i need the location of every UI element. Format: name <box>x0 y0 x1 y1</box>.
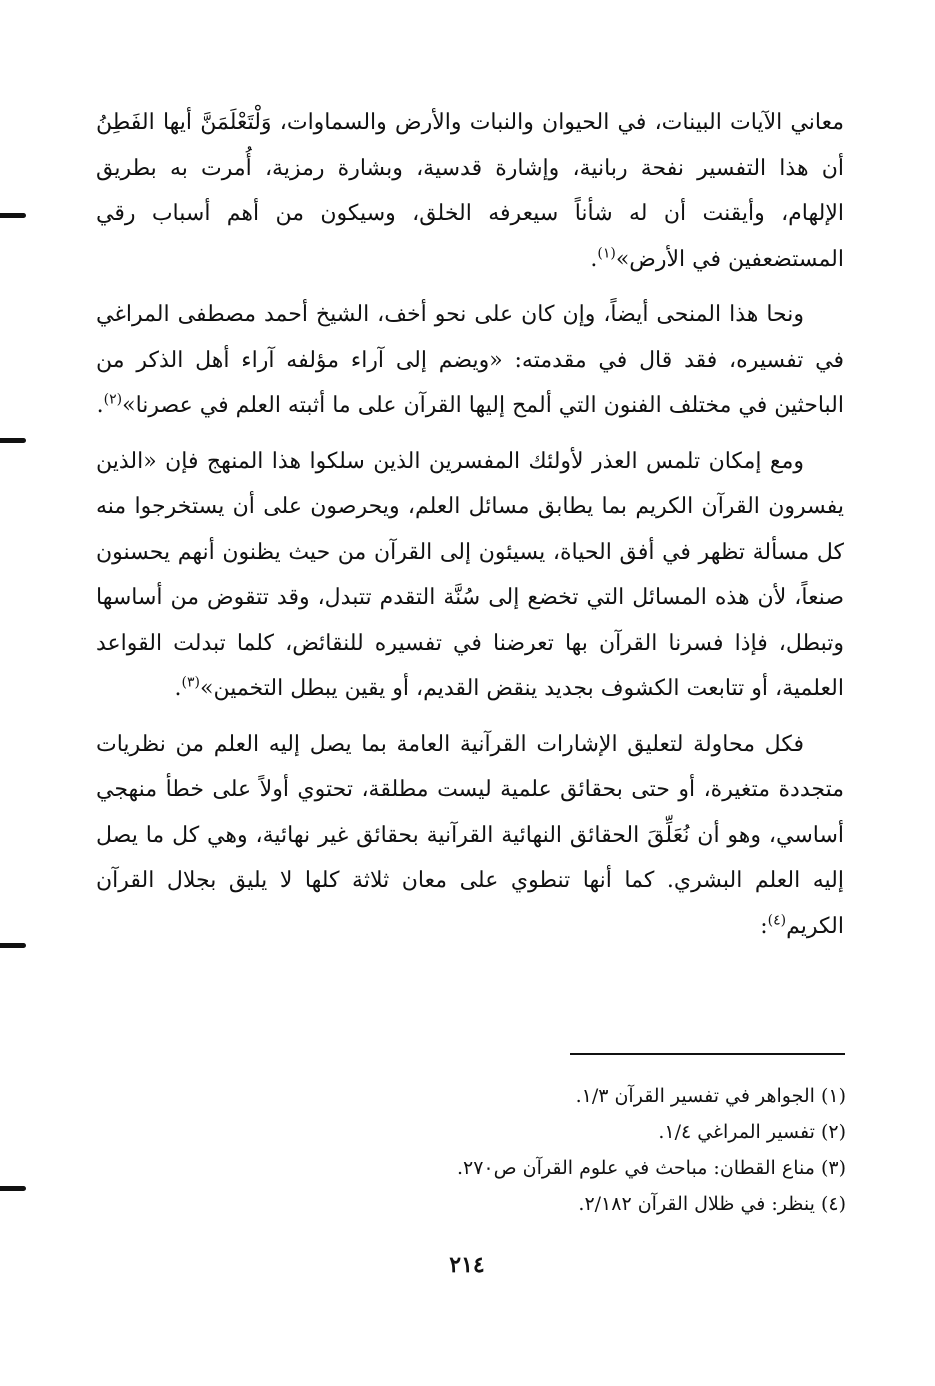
footnotes <box>300 1078 846 1222</box>
paragraph-text: ونحا هذا المنحى أيضاً، وإن كان على نحو أخف، الشيخ أحمد مصطفى المراغي في تفسيره، فقد قال في مقدمته: «ويضم إلى آراء مؤلفه آراء أهل الذكر من الباحثين في مختلف الفنون التي ألمح إليها القرآن على ما أثبته العلم في عصرنا» <box>96 302 844 418</box>
main-text <box>96 100 844 959</box>
footnote-2: (٢) تفسير المراغي ١/٤. <box>658 1121 846 1143</box>
paragraph-text: معاني الآيات البينات، في الحيوان والنبات والأرض والسماوات، وَلْتَعْلَمَنَّ أيها الفَطِنُ أن هذا التفسير نفحة ربانية، وإشارة قدسية، وبشارة رمزية، أُمرت به بطريق الإلهام، وأيقنت أن له شأناً سيعرفه الخلق، وسيكون من أهم أسباب رقي المستضعفين في الأرض» <box>96 110 844 272</box>
scan-edge-mark <box>0 213 26 218</box>
page-number: ٢١٤ <box>449 1252 485 1278</box>
paragraph-end-mark: . <box>590 246 598 272</box>
paragraph-3 <box>96 439 844 712</box>
paragraph-4 <box>96 722 844 950</box>
footnote-4: (٤) ينظر: في ظلال القرآن ٢/١٨٢. <box>578 1193 846 1215</box>
footnote-reference: (٢) <box>103 391 123 408</box>
footnote-reference: (١) <box>597 245 616 262</box>
footnote-3: (٣) مناع القطان: مباحث في علوم القرآن ص٢٧٠. <box>456 1157 846 1179</box>
paragraph-end-mark: . <box>96 393 104 418</box>
scan-edge-mark <box>0 943 26 948</box>
footnote-separator <box>570 1053 845 1055</box>
footnote-reference: (٤) <box>767 912 787 929</box>
paragraph-end-mark: : <box>760 913 768 939</box>
paragraph-text: ومع إمكان تلمس العذر لأولئك المفسرين الذين سلكوا هذا المنهج فإن «الذين يفسرون القرآن الكريم بما يطابق مسائل العلم، ويحرصون على أن يستخرجوا منه كل مسألة تظهر في أفق الحياة، يسيئون إلى القرآن من حيث يظنون أنهم يحسنون صنعاً، لأن هذه المسائل التي تخضع إلى سُنَّة التقدم تتبدل، وقد تتقوض من أساسها وتبطل، فإذا فسرنا القرآن بها تعرضنا في تفسيره للنقائض، كلما تبدلت القواعد العلمية، أو تتابعت الكشوف بجديد ينقض القديم، أو يقين يبطل التخمين» <box>96 448 844 701</box>
paragraph-text: فكل محاولة لتعليق الإشارات القرآنية العامة بما يصل إليه العلم من نظريات متجددة متغيرة، أو حتى بحقائق علمية ليست مطلقة، تحتوي أولاً على خطأ منهجي أساسي، وهو أن نُعَلِّقَ الحقائق النهائية القرآنية بحقائق غير نهائية، وهي كل ما يصل إليه العلم البشري. كما أنها تنطوي على معان ثلاثة كلها لا يليق بجلال القرآن الكريم <box>96 731 844 939</box>
footnote-reference: (٣) <box>181 674 200 691</box>
footnote-1: (١) الجواهر في تفسير القرآن ١/٣. <box>575 1085 846 1107</box>
scan-edge-mark <box>0 438 26 443</box>
paragraph-end-mark: . <box>174 676 182 701</box>
paragraph-2 <box>96 292 844 429</box>
paragraph-1 <box>96 100 844 282</box>
scan-edge-mark <box>0 1186 26 1191</box>
